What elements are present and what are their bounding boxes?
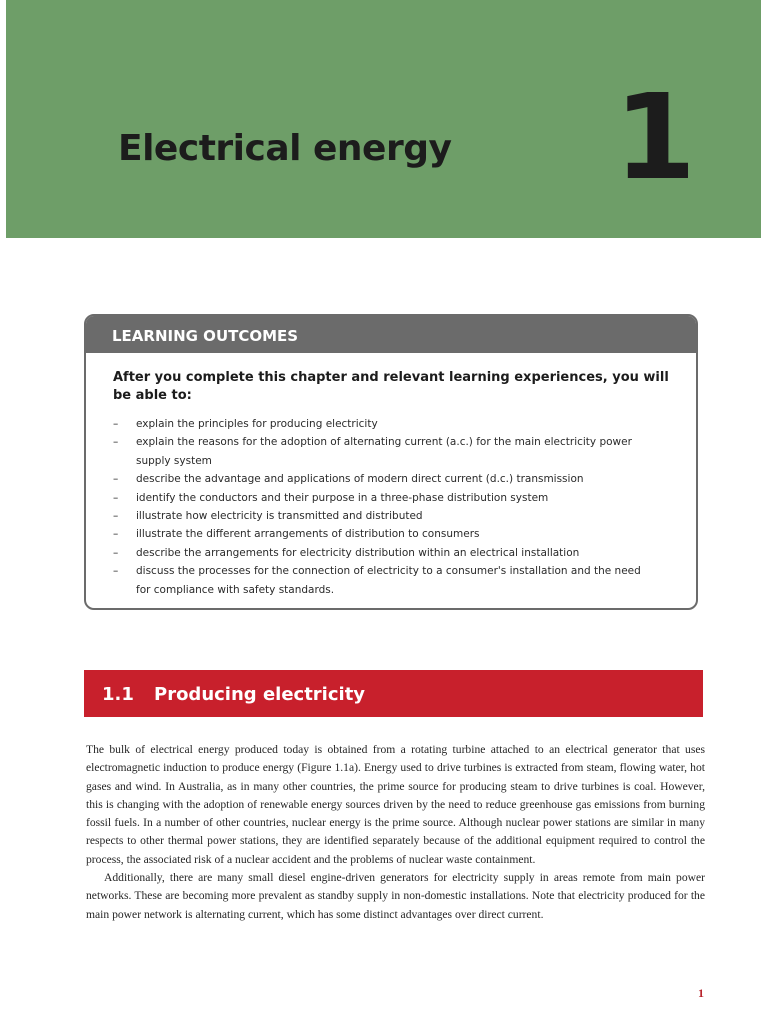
chapter-number: 1: [614, 68, 697, 206]
bullet-dash: –: [113, 436, 119, 449]
section-title: Producing electricity: [154, 684, 366, 705]
learning-outcome-item: [113, 433, 656, 470]
learning-outcome-text: describe the advantage and applications of modern direct current (d.c.) transmission: [136, 473, 584, 486]
learning-outcome-item: [113, 525, 656, 543]
body-text: [86, 741, 705, 924]
bullet-dash: –: [113, 510, 119, 523]
learning-outcome-text: illustrate how electricity is transmitted and distributed: [136, 510, 423, 523]
learning-outcomes-heading: LEARNING OUTCOMES: [86, 316, 696, 353]
bullet-dash: –: [113, 473, 119, 486]
learning-outcome-item: [113, 544, 656, 562]
learning-outcome-text: describe the arrangements for electricity distribution within an electrical installation: [136, 546, 580, 559]
chapter-title: Electrical energy: [118, 128, 452, 169]
body-paragraph: Additionally, there are many small diesel engine-driven generators for electricity supply in areas remote from main power networks. These are becoming more prevalent as standby supply in non-domestic installations. Note that electricity produced for the main power network is alternating current, which has some distinct advantages over direct current.: [86, 871, 705, 921]
learning-outcome-text: discuss the processes for the connection of electricity to a consumer's installation and the need for compliance with safety standards.: [136, 565, 641, 596]
learning-outcomes-box: [84, 314, 698, 610]
learning-outcome-item: [113, 470, 656, 488]
learning-outcome-item: [113, 415, 656, 433]
learning-outcomes-list: [86, 415, 696, 599]
body-paragraph: The bulk of electrical energy produced today is obtained from a rotating turbine attached to an electrical generator that uses electromagnetic induction to produce energy (Figure 1.1a). Energy used to drive turbines is extracted from steam, flowing water, hot gases and wind. In Australia, as in many other countries, the prime source for producing steam to drive turbines is coal. However, this is changing with the adoption of renewable energy sources driven by the need to reduce greenhouse gas emissions from burning fossil fuels. In a number of other countries, nuclear energy is the prime source. Although nuclear power stations are similar in many respects to other thermal power stations, they are identified separately because of the additional equipment required to control the process, the associated risk of a nuclear accident and the problems of nuclear waste containment.: [86, 743, 705, 866]
section-number: 1.1: [102, 684, 134, 705]
learning-outcome-item: [113, 489, 656, 507]
bullet-dash: –: [113, 528, 119, 541]
bullet-dash: –: [113, 491, 119, 504]
page-number: 1: [698, 986, 704, 1000]
learning-outcomes-intro: After you complete this chapter and relevant learning experiences, you will be able to:: [113, 370, 669, 403]
bullet-dash: –: [113, 418, 119, 430]
section-heading: [84, 670, 703, 717]
learning-outcome-text: explain the reasons for the adoption of alternating current (a.c.) for the main electricity power supply system: [136, 436, 632, 467]
learning-outcome-text: explain the principles for producing electricity: [136, 418, 378, 430]
learning-outcome-item: [113, 507, 656, 525]
bullet-dash: –: [113, 565, 119, 578]
bullet-dash: –: [113, 546, 119, 559]
learning-outcome-text: illustrate the different arrangements of distribution to consumers: [136, 528, 480, 541]
learning-outcome-item: [113, 562, 656, 599]
learning-outcome-text: identify the conductors and their purpose in a three-phase distribution system: [136, 491, 549, 504]
chapter-banner: [6, 0, 761, 238]
